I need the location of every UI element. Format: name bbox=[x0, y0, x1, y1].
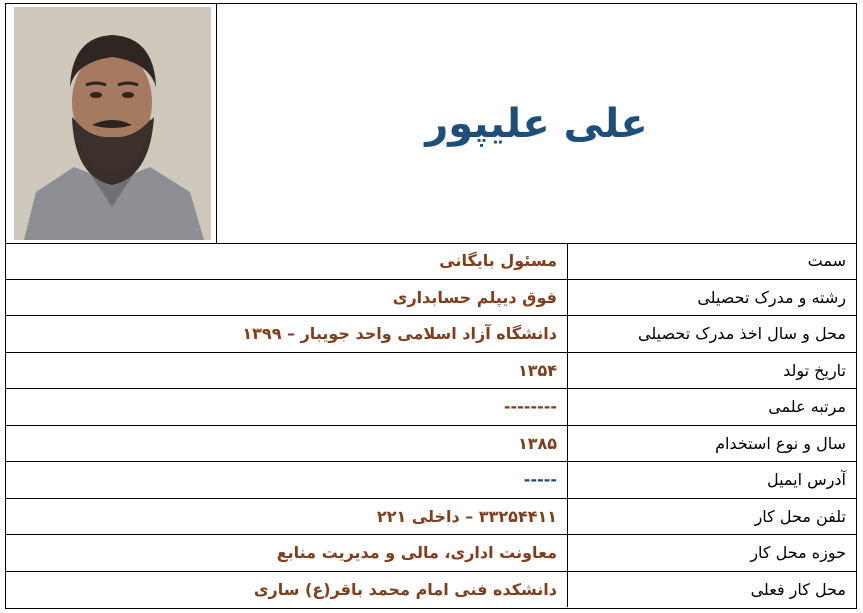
profile-card bbox=[5, 3, 857, 609]
table-row bbox=[6, 535, 856, 572]
row-label: تلفن محل کار bbox=[568, 498, 857, 535]
row-value: ۱۳۵۴ bbox=[6, 352, 568, 389]
row-value: -------- bbox=[6, 389, 568, 426]
row-value: مسئول بایگانی bbox=[6, 243, 568, 279]
row-value: دانشگاه آزاد اسلامی واحد جویبار – ۱۳۹۹ bbox=[6, 316, 568, 353]
email-value: ----- bbox=[6, 462, 568, 499]
row-label: محل کار فعلی bbox=[568, 571, 857, 607]
row-value: دانشکده فنی امام محمد باقر(ع) ساری bbox=[6, 571, 568, 607]
table-row bbox=[6, 316, 856, 353]
profile-photo bbox=[14, 7, 211, 240]
row-value: فوق دیپلم حسابداری bbox=[6, 279, 568, 316]
table-row bbox=[6, 243, 856, 279]
row-value: ۳۳۲۵۴۴۱۱ – داخلی ۲۲۱ bbox=[6, 498, 568, 535]
row-label: محل و سال اخذ مدرک تحصیلی bbox=[568, 316, 857, 353]
row-label: سال و نوع استخدام bbox=[568, 425, 857, 462]
table-row bbox=[6, 571, 856, 607]
table-row bbox=[6, 462, 856, 499]
row-label: مرتبه علمی bbox=[568, 389, 857, 426]
person-portrait-icon bbox=[14, 7, 211, 240]
name-cell bbox=[217, 4, 856, 243]
table-row bbox=[6, 352, 856, 389]
info-table bbox=[6, 243, 856, 607]
table-row bbox=[6, 279, 856, 316]
row-label: آدرس ایمیل bbox=[568, 462, 857, 499]
person-name: علی علیپور bbox=[425, 100, 648, 147]
row-label: رشته و مدرک تحصیلی bbox=[568, 279, 857, 316]
profile-header bbox=[6, 4, 856, 244]
photo-cell bbox=[6, 4, 217, 243]
table-row bbox=[6, 425, 856, 462]
row-label: سمت bbox=[568, 243, 857, 279]
table-row bbox=[6, 389, 856, 426]
row-value: معاونت اداری، مالی و مدیریت منابع bbox=[6, 535, 568, 572]
row-value: ۱۳۸۵ bbox=[6, 425, 568, 462]
row-label: حوزه محل کار bbox=[568, 535, 857, 572]
table-row bbox=[6, 498, 856, 535]
row-label: تاریخ تولد bbox=[568, 352, 857, 389]
